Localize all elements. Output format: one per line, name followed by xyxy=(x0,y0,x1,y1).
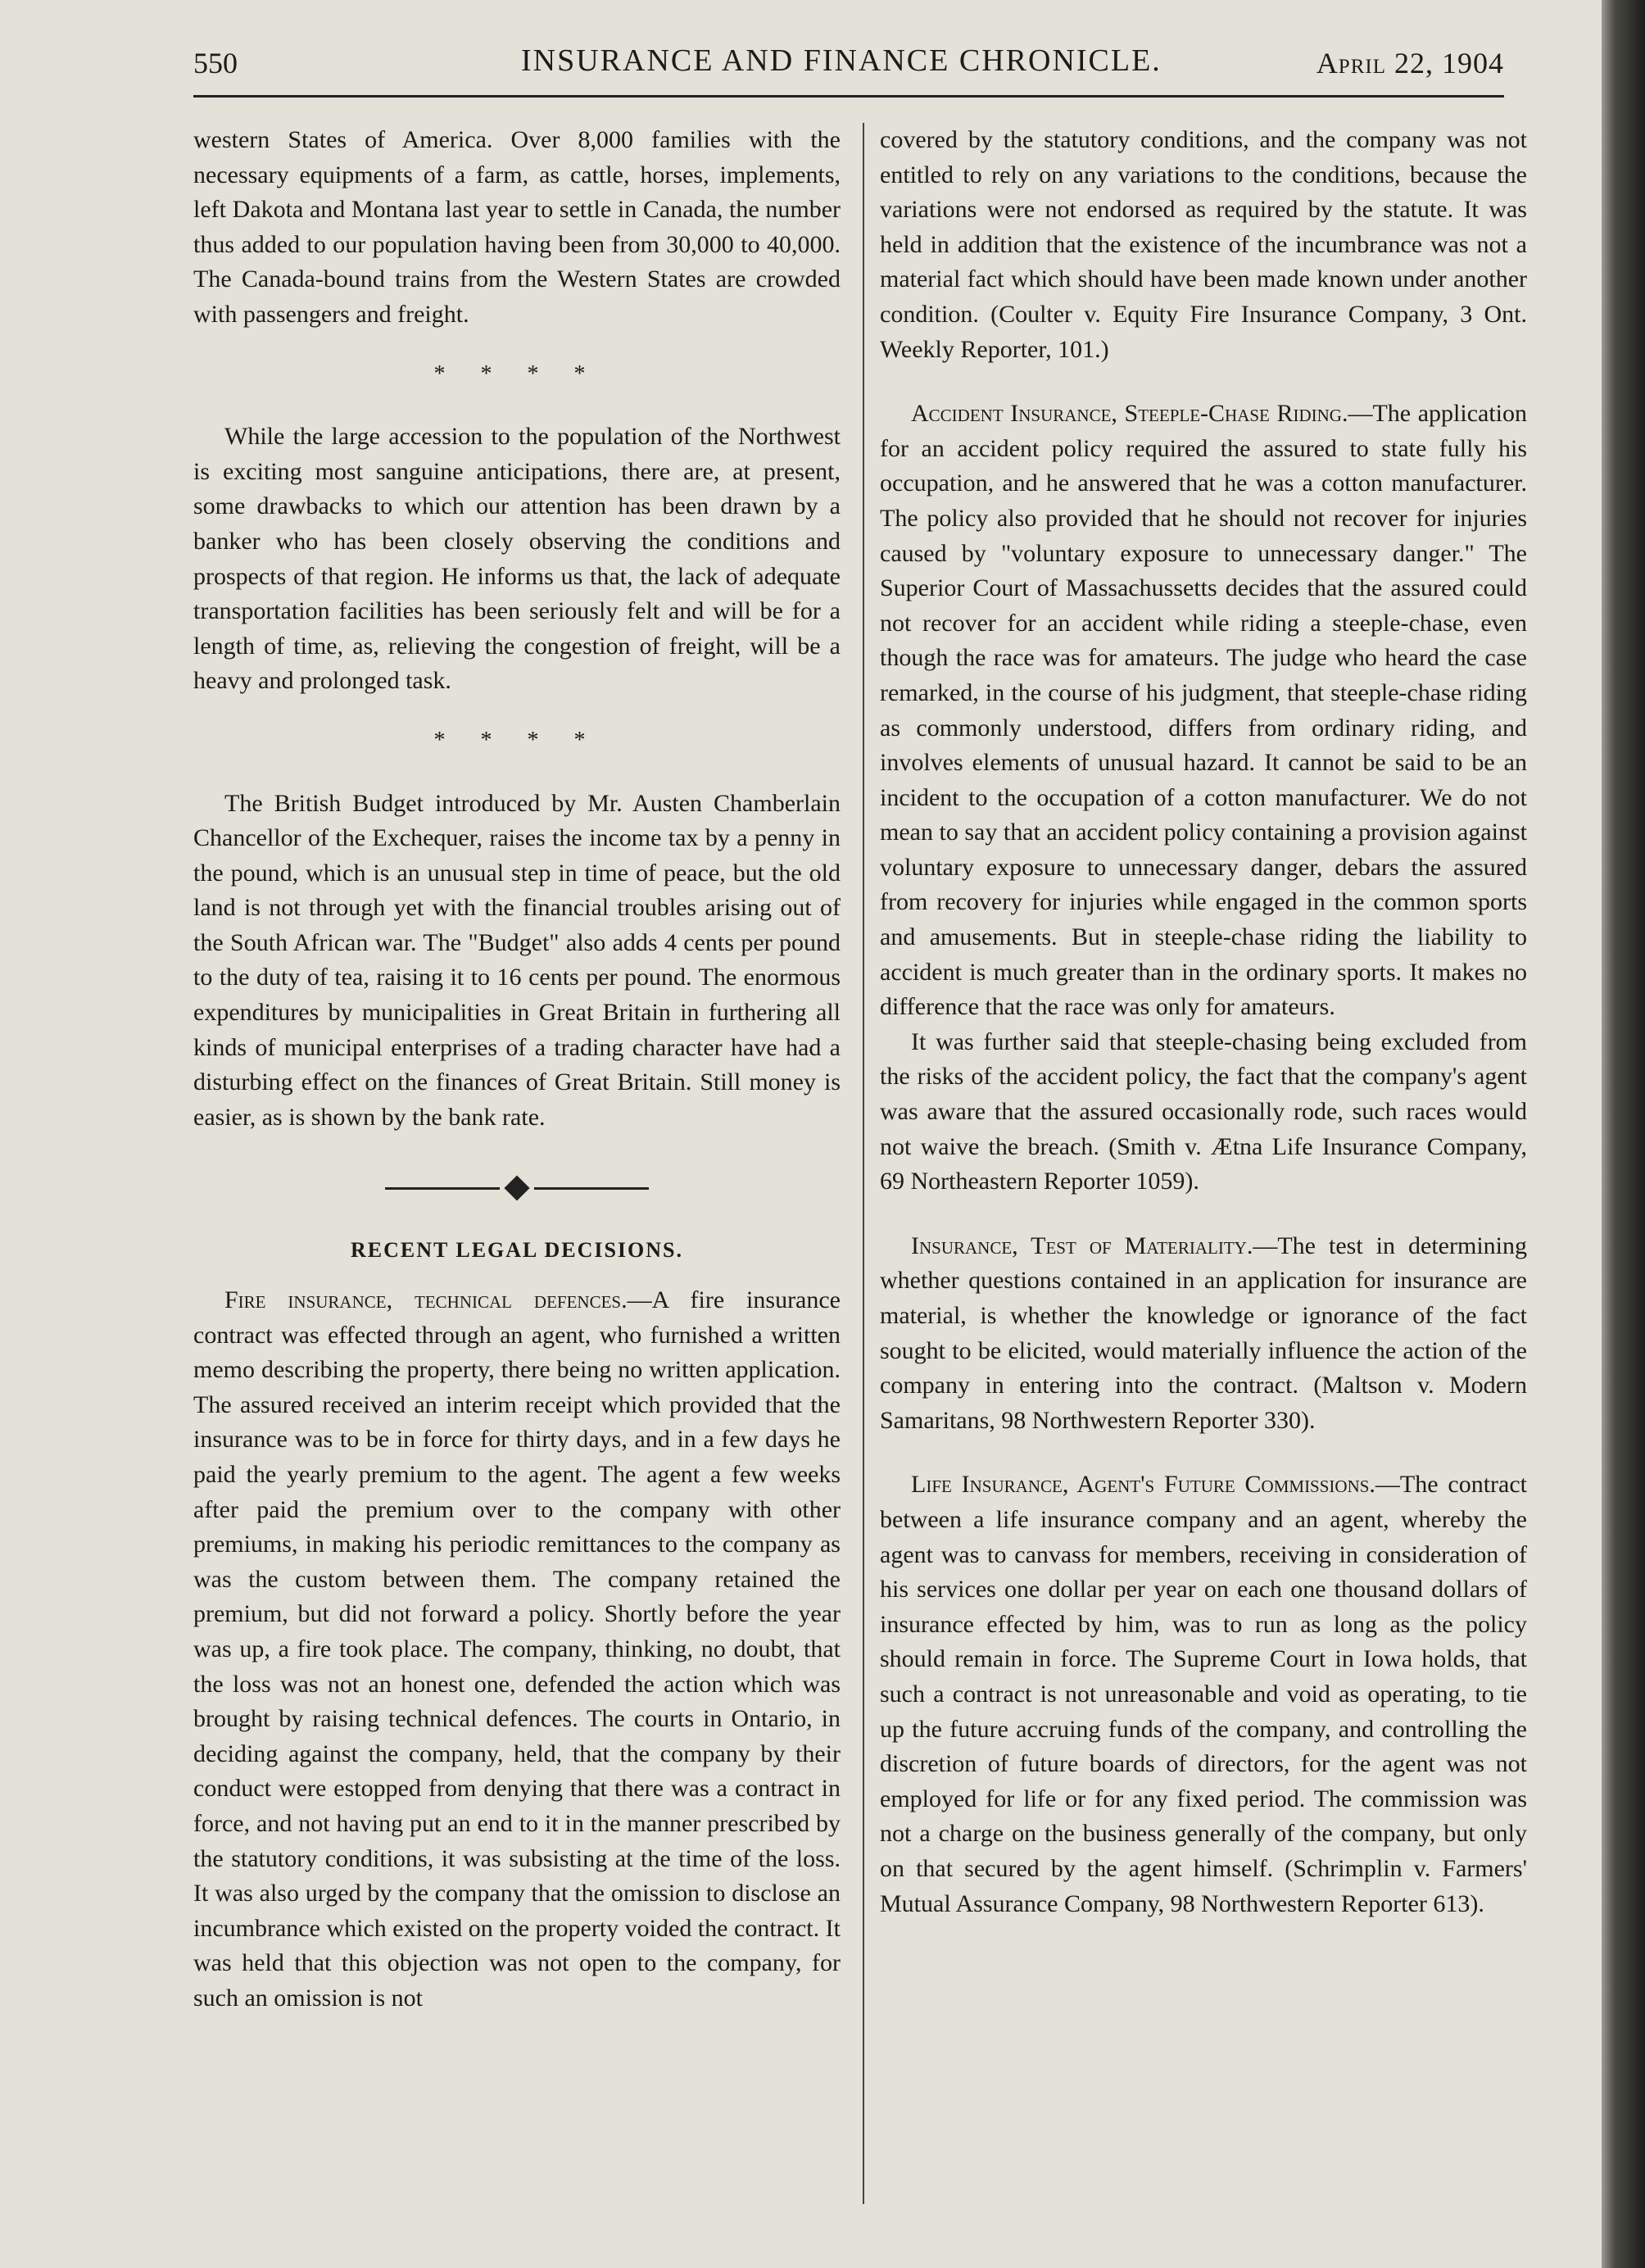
spacer xyxy=(880,1438,1527,1467)
paragraph xyxy=(880,397,1527,1025)
header-rule xyxy=(193,95,1504,98)
paragraph xyxy=(880,1229,1527,1439)
page-header xyxy=(193,39,1504,88)
case-heading: Accident Insurance, Steeple-Chase Riding. xyxy=(911,400,1348,428)
divider-line xyxy=(385,1187,500,1190)
case-heading: Life Insurance, Agent's Future Commissions. xyxy=(911,1471,1375,1499)
case-text: —The application for an accident policy required the assured to state fully his occupation, and he answered that he was a cotton manufacturer. The policy also provided that he should not recover for injuries caused by "voluntary exposure to unnecessary danger." The Superior Court of Massachussetts decides that the assured could not recover for an accident while riding a steeple-chase, even though the race was for amateurs. The judge who heard the case remarked, in the course of his judgment, that steeple-chase riding as commonly understood, differs from ordinary riding, and involves elements of unusual hazard. It cannot be said to be an incident to the occupation of a cotton manufacturer. We do not mean to say that an accident policy containing a provision against voluntary exposure to unnecessary danger, debars the assured from recovery for injuries while engaged in the common sports and amusements. But in steeple-chase riding the liability to accident is much greater than in the ordinary sports. It makes no difference that the race was only for amateurs. xyxy=(880,400,1527,1021)
case-text: —The test in determining whether questions contained in an application for insurance are material, is whether the knowledge or ignorance of the fact sought to be elicited, would materially influence the action of the company in entering into the contract. (Maltson v. Modern Samaritans, 98 Northwestern Reporter 330). xyxy=(880,1232,1527,1434)
column-rule xyxy=(863,123,864,2204)
case-heading: Fire insurance, technical defences. xyxy=(224,1286,628,1314)
spacer xyxy=(880,367,1527,397)
right-column xyxy=(880,123,1527,1921)
paragraph: western States of America. Over 8,000 families with the necessary equipments of a farm, as cattle, horses, implements, left Dakota and Montana last year to settle in Canada, the number thus added to our population having been from 30,000 to 40,000. The Canada-bound trains from the Western States are crowded with passengers and freight. xyxy=(193,126,841,328)
paragraph: It was further said that steeple-chasing being excluded from the risks of the accident policy, the fact that the company's agent was aware that the assured occasionally rode, such races would not waive the breach. (Smith v. Ætna Life Insurance Company, 69 Northeastern Reporter 1059). xyxy=(880,1027,1527,1195)
paragraph: The British Budget introduced by Mr. Austen Chamberlain Chancellor of the Exchequer, raises the income tax by a penny in the pound, which is an unusual step in time of peace, but the old land is not through yet with the financial troubles arising out of the South African war. The "Budget" also adds 4 cents per pound to the duty of tea, raising it to 16 cents per pound. The enormous expenditures by municipalities in Great Britain in furthering all kinds of municipal enterprises of a trading character have had a disturbing effect on the finances of Great Britain. Still money is easier, as is shown by the bank rate. xyxy=(193,789,841,1131)
case-heading: Insurance, Test of Materiality. xyxy=(911,1232,1253,1259)
spacer xyxy=(880,1200,1527,1229)
binding-gutter xyxy=(1602,0,1645,2268)
page-number: 550 xyxy=(193,47,238,79)
paragraph xyxy=(880,1467,1527,1921)
issue-date: April 22, 1904 xyxy=(1316,47,1504,79)
section-title: RECENT LEGAL DECISIONS. xyxy=(350,1238,684,1263)
section-separator: * * * * xyxy=(433,361,600,387)
divider-line xyxy=(534,1187,649,1190)
paragraph: While the large accession to the population of the Northwest is exciting most sanguine anticipations, there are, at present, some drawbacks to which our attention has been drawn by a banker who has been closely observing the conditions and prospects of that region. He informs us that, the lack of adequate transportation facilities has been seriously felt and will be for a length of time, as, relieving the congestion of freight, will be a heavy and prolonged task. xyxy=(193,423,841,695)
section-separator: * * * * xyxy=(433,727,600,753)
ornament-divider xyxy=(193,1179,841,1197)
journal-title: INSURANCE AND FINANCE CHRONICLE. xyxy=(521,43,1162,78)
paragraph: covered by the statutory conditions, and the company was not entitled to rely on any variations to the conditions, because the variations were not endorsed as required by the statute. It was held in addition that the existence of the incumbrance was not a material fact which should have been made known under another condition. (Coulter v. Equity Fire Insurance Company, 3 Ont. Weekly Reporter, 101.) xyxy=(880,126,1527,363)
case-text: —The contract between a life insurance company and an agent, whereby the agent was to canvass for members, receiving in consideration of his services one dollar per year on each one thousand dollars of insurance effected by him, was to run as long as the policy should remain in force. The Supreme Court in Iowa holds, that such a contract is not unreasonable and void as operating, to tie up the future accruing funds of the company, and controlling the discretion of future boards of directors, for the agent was not employed for life or for any fixed period. The commission was not a charge on the business generally of the company, but only on that secured by the agent himself. (Schrimplin v. Farmers' Mutual Assurance Company, 98 Northwestern Reporter 613). xyxy=(880,1471,1527,1917)
left-column xyxy=(193,123,841,2016)
paragraph xyxy=(193,1283,841,2016)
diamond-icon xyxy=(504,1176,529,1201)
case-text: —A fire insurance contract was effected through an agent, who furnished a written memo describing the property, there being no written application. The assured received an interim receipt which provided that the insurance was to be in force for thirty days, and in a few days he paid the yearly premium to the agent. The agent a few weeks after paid the premium over to the company with other premiums, in making his periodic remittances to the company as was the custom between them. The company retained the premium, but did not forward a policy. Shortly before the year was up, a fire took place. The company, thinking, no doubt, that the loss was not an honest one, defended the action which was brought by raising technical defences. The courts in Ontario, in deciding against the company, held, that the company by their conduct were estopped from denying that there was a contract in force, and not having put an end to it in the manner prescribed by the statutory conditions, it was subsisting at the time of the loss. It was also urged by the company that the omission to disclose an incumbrance which existed on the property voided the contract. It was held that this objection was not open to the company, for such an omission is not xyxy=(193,1286,841,2012)
